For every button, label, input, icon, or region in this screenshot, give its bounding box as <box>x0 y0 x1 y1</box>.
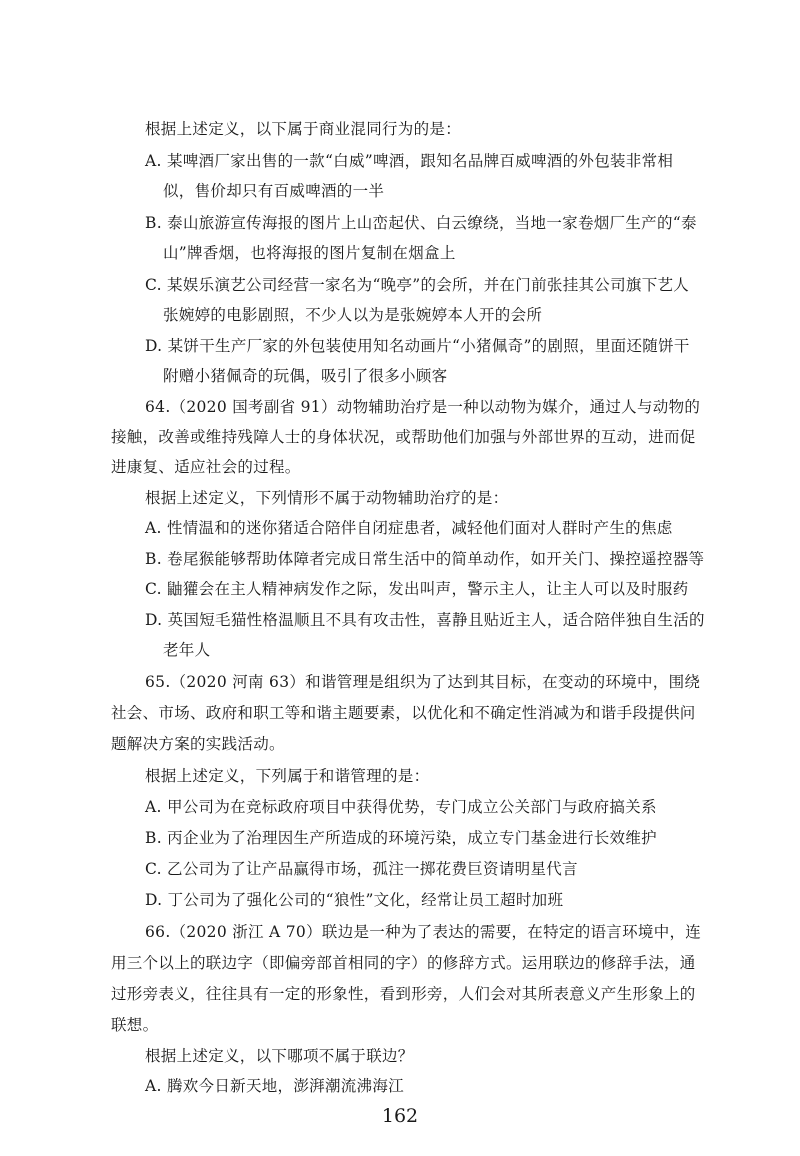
option-a: A. 腾欢今日新天地，澎湃潮流沸海江 <box>145 1077 404 1095</box>
question-64-text: 64.（2020 国考副省 91）动物辅助治疗是一种以动物为媒介，通过人与动物的 <box>145 398 701 416</box>
option-d: D. 丁公司为了强化公司的“狼性”文化，经常让员工超时加班 <box>145 891 564 909</box>
question-66-text: 66.（2020 浙江 A 70）联边是一种为了表达的需要，在特定的语言环境中，连 <box>145 923 702 941</box>
question-stem: 根据上述定义，以下属于商业混同行为的是： <box>145 120 462 138</box>
question-66-text-line: 用三个以上的联边字（即偏旁部首相同的字）的修辞方式。运用联边的修辞手法，通 <box>111 954 696 972</box>
option-c: C. 某娱乐演艺公司经营一家名为“晚亭”的会所，并在门前张挂其公司旗下艺人 <box>145 276 690 294</box>
option-b: B. 卷尾猴能够帮助体障者完成日常生活中的简单动作，如开关门、操控遥控器等 <box>145 550 705 568</box>
question-stem: 根据上述定义，以下哪项不属于联边？ <box>145 1047 414 1065</box>
option-b: B. 丙企业为了治理因生产所造成的环境污染，成立专门基金进行长效维护 <box>145 829 657 847</box>
question-65-text-line: 社会、市场、政府和职工等和谐主题要素，以优化和不确定性消减为和谐手段提供问 <box>111 704 696 722</box>
question-64-text-line: 进康复、适应社会的过程。 <box>111 458 301 476</box>
option-d-continued: 老年人 <box>163 641 211 659</box>
option-c-continued: 张婉婷的电影剧照，不少人以为是张婉婷本人开的会所 <box>163 306 543 324</box>
option-d-continued: 附赠小猪佩奇的玩偶，吸引了很多小顾客 <box>163 367 448 385</box>
option-a: A. 甲公司为在竞标政府项目中获得优势，专门成立公关部门与政府搞关系 <box>145 798 657 816</box>
option-d: D. 某饼干生产厂家的外包装使用知名动画片“小猪佩奇”的剧照，里面还随饼干 <box>145 337 690 355</box>
option-b-continued: 山”牌香烟，也将海报的图片复制在烟盒上 <box>163 244 456 262</box>
option-a: A. 性情温和的迷你猪适合陪伴自闭症患者，减轻他们面对人群时产生的焦虑 <box>145 519 673 537</box>
question-65-text: 65.（2020 河南 63）和谐管理是组织为了达到其目标，在变动的环境中，围绕 <box>145 673 701 691</box>
question-65-text-line: 题解决方案的实践活动。 <box>111 735 285 753</box>
question-stem: 根据上述定义，下列情形不属于动物辅助治疗的是： <box>145 489 509 507</box>
option-a: A. 某啤酒厂家出售的一款“白威”啤酒，跟知名品牌百威啤酒的外包装非常相 <box>145 152 674 170</box>
question-66-text-line: 联想。 <box>111 1016 159 1034</box>
option-b: B. 泰山旅游宣传海报的图片上山峦起伏、白云缭绕，当地一家卷烟厂生产的“泰 <box>145 214 697 232</box>
question-66-text-line: 过形旁表义，往往具有一定的形象性，看到形旁，人们会对其所表意义产生形象上的 <box>111 985 696 1003</box>
option-c: C. 鼬獾会在主人精神病发作之际，发出叫声，警示主人，让主人可以及时服药 <box>145 580 689 598</box>
page-number: 162 <box>381 1105 419 1127</box>
question-64-text-line: 接触，改善或维持残障人士的身体状况，或帮助他们加强与外部世界的互动，进而促 <box>111 428 696 446</box>
option-c: C. 乙公司为了让产品赢得市场，孤注一掷花费巨资请明星代言 <box>145 860 578 878</box>
option-d: D. 英国短毛猫性格温顺且不具有攻击性，喜静且贴近主人，适合陪伴独自生活的 <box>145 611 705 629</box>
question-stem: 根据上述定义，下列属于和谐管理的是： <box>145 767 430 785</box>
option-a-continued: 似，售价却只有百威啤酒的一半 <box>163 182 385 200</box>
